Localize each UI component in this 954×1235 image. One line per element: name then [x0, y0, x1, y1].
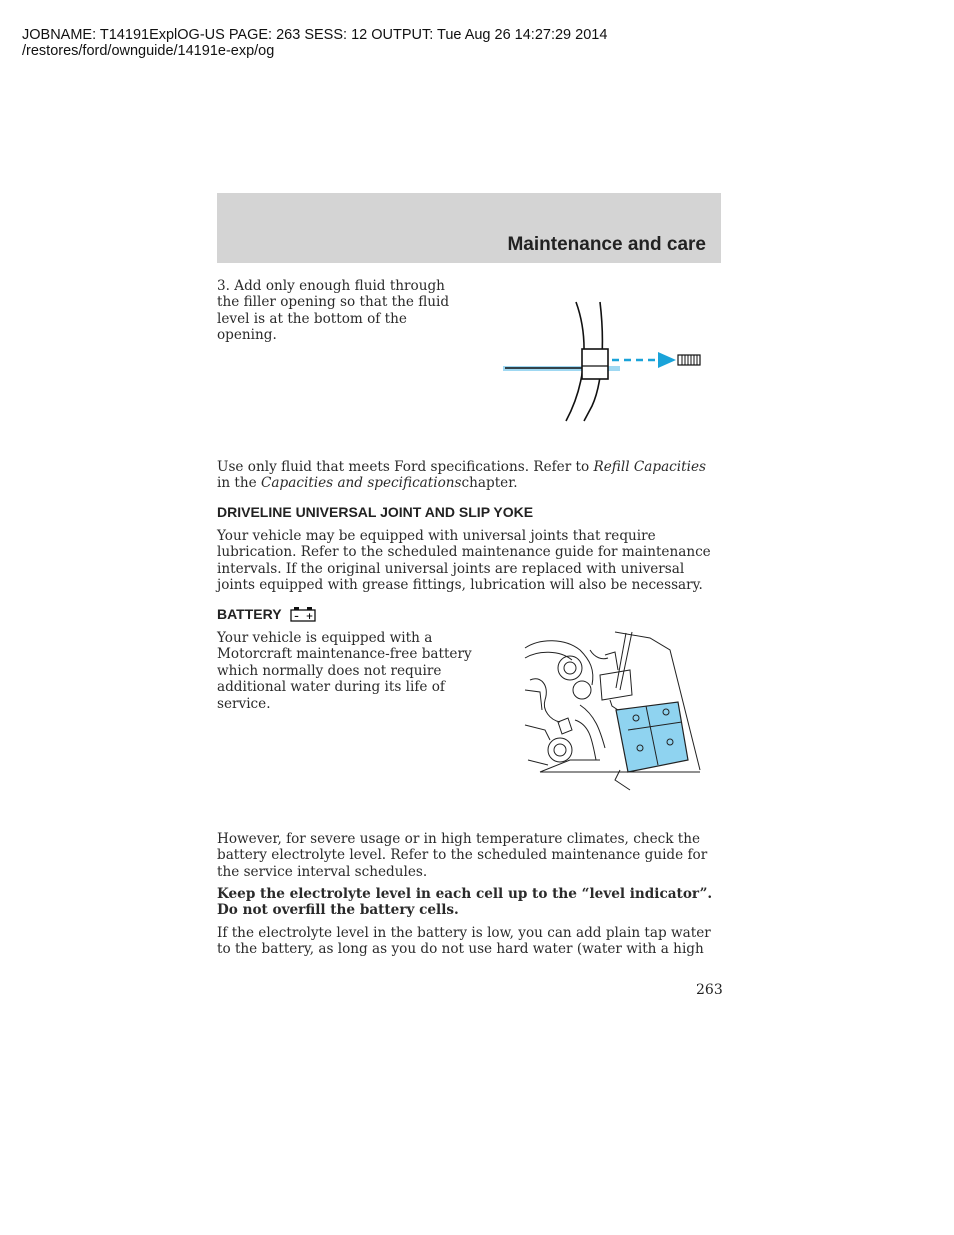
driveline-heading: DRIVELINE UNIVERSAL JOINT AND SLIP YOKE [217, 504, 534, 520]
section-header-band [217, 193, 721, 263]
fluid-specification-note [217, 459, 717, 492]
driveline-paragraph: Your vehicle may be equipped with universal joints that require lubrication. Refer to the scheduled maintenance guide for maintenance intervals. If the original universal joints are replaced with universal joints equipped with grease fittings, lubrication will also be necessary. [217, 528, 711, 594]
battery-plus-sign: + [305, 612, 314, 622]
job-info-line-2: /restores/ford/ownguide/14191e-exp/og [22, 43, 275, 59]
fluid-level-illustration [500, 300, 710, 425]
step-3-text: 3. Add only enough fluid through the filler opening so that the fluid level is at the bottom of the opening. [217, 278, 450, 344]
severe-usage-paragraph: However, for severe usage or in high temperature climates, check the battery electrolyte level. Refer to the scheduled maintenance guide for the service interval schedules. [217, 831, 708, 880]
battery-heading: BATTERY [217, 606, 282, 622]
battery-icon [290, 606, 316, 622]
fluid-note-part-1: Use only fluid that meets Ford specifications. Refer to [217, 459, 594, 475]
battery-minus-sign: – [294, 612, 299, 622]
section-title: Maintenance and care [507, 234, 706, 255]
job-info-line-1: JOBNAME: T14191ExplOG-US PAGE: 263 SESS: 12 OUTPUT: Tue Aug 26 14:27:29 2014 [22, 27, 608, 43]
capacities-chapter-reference: Capacities and specifications [261, 475, 462, 492]
battery-location-illustration [520, 630, 705, 795]
electrolyte-warning: Keep the electrolyte level in each cell up to the “level indicator”. Do not overfill the battery cells. [217, 886, 713, 919]
battery-intro-text: Your vehicle is equipped with a Motorcraft maintenance-free battery which normally does not require additional water during its life of service. [217, 630, 472, 712]
fluid-note-part-3: chapter. [461, 475, 518, 492]
refill-capacities-reference: Refill Capacities [593, 459, 706, 475]
job-info [22, 27, 607, 59]
page-number: 263 [696, 982, 723, 998]
low-electrolyte-paragraph: If the electrolyte level in the battery is low, you can add plain tap water to the battery, as long as you do not use hard water (water with a high [217, 925, 711, 958]
fluid-note-part-2: in the [217, 475, 262, 492]
battery-heading-row [217, 606, 316, 622]
